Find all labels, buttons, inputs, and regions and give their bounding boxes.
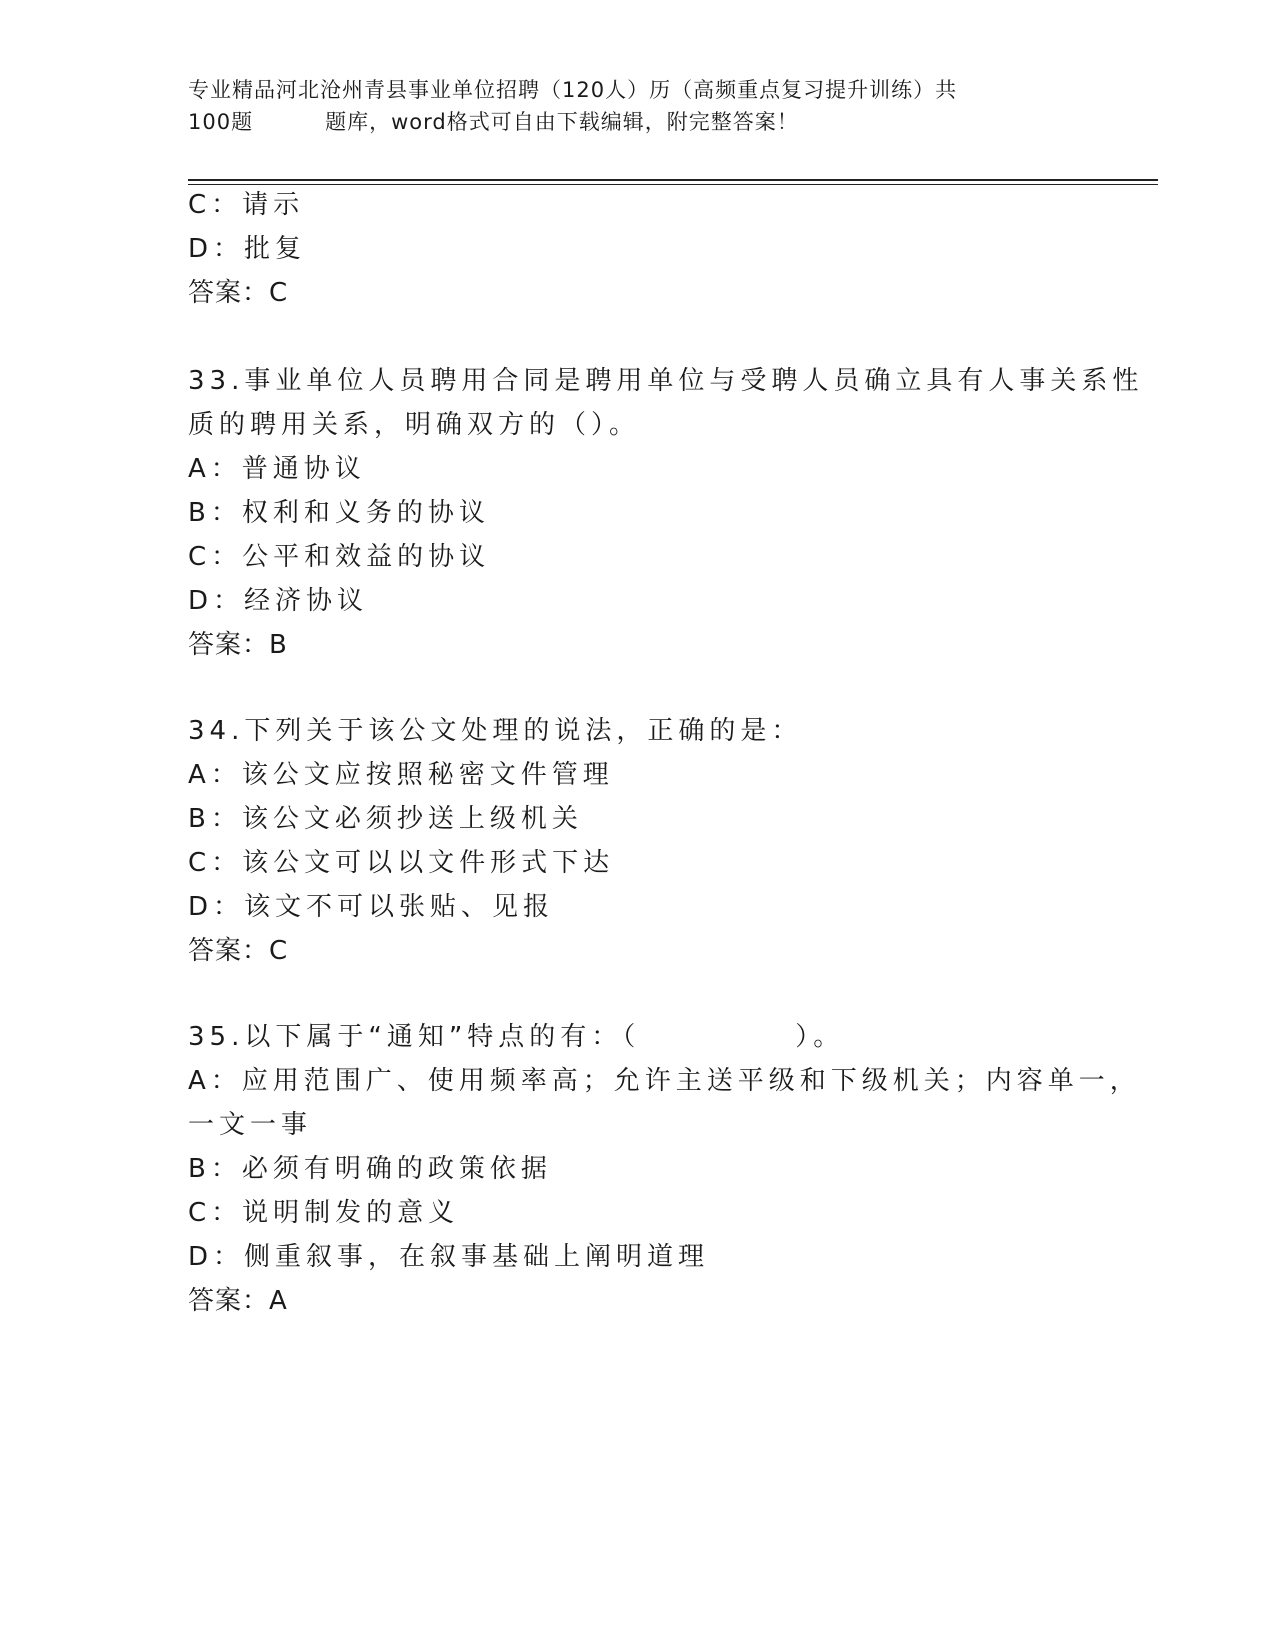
header-divider-thick: [188, 179, 1158, 181]
option-b: B：权利和义务的协议: [188, 498, 490, 528]
header-divider-thin: [188, 184, 1158, 185]
option-d: D：该文不可以张贴、见报: [188, 892, 555, 922]
option-b: B：该公文必须抄送上级机关: [188, 804, 583, 834]
answer: 答案：C: [188, 936, 289, 966]
option-c: C：请示: [188, 190, 305, 220]
option-a: A：普通协议: [188, 454, 366, 484]
option-a: A：该公文应按照秘密文件管理: [188, 760, 614, 790]
option-c: C：说明制发的意义: [188, 1198, 460, 1228]
option-d: D：经济协议: [188, 586, 369, 616]
header-description: 题库，word格式可自由下载编辑，附完整答案！: [325, 110, 799, 134]
page-header: [188, 74, 1088, 138]
answer: 答案：A: [188, 1286, 288, 1316]
question-stem: 35.以下属于“通知”特点的有：（ ）。: [188, 1022, 845, 1052]
header-title-line-1: 专业精品河北沧州青县事业单位招聘（120人）历（高频重点复习提升训练）共: [188, 78, 958, 102]
header-count: 100题: [188, 110, 254, 134]
option-d: D：批复: [188, 234, 307, 264]
option-c: C：公平和效益的协议: [188, 542, 491, 572]
option-a-continued: 一文一事: [188, 1110, 313, 1140]
option-d: D：侧重叙事，在叙事基础上阐明道理: [188, 1242, 710, 1272]
header-title-line-2: [188, 106, 1088, 138]
answer: 答案：B: [188, 630, 288, 660]
question-stem: 34.下列关于该公文处理的说法，正确的是：: [188, 716, 803, 746]
option-b: B：必须有明确的政策依据: [188, 1154, 552, 1184]
option-c: C：该公文可以以文件形式下达: [188, 848, 615, 878]
question-stem: 33.事业单位人员聘用合同是聘用单位与受聘人员确立具有人事关系性: [188, 366, 1144, 396]
answer: 答案：C: [188, 278, 289, 308]
option-a: A：应用范围广、使用频率高；允许主送平级和下级机关；内容单一，: [188, 1066, 1141, 1096]
question-stem: 质的聘用关系，明确双方的（）。: [188, 410, 641, 440]
